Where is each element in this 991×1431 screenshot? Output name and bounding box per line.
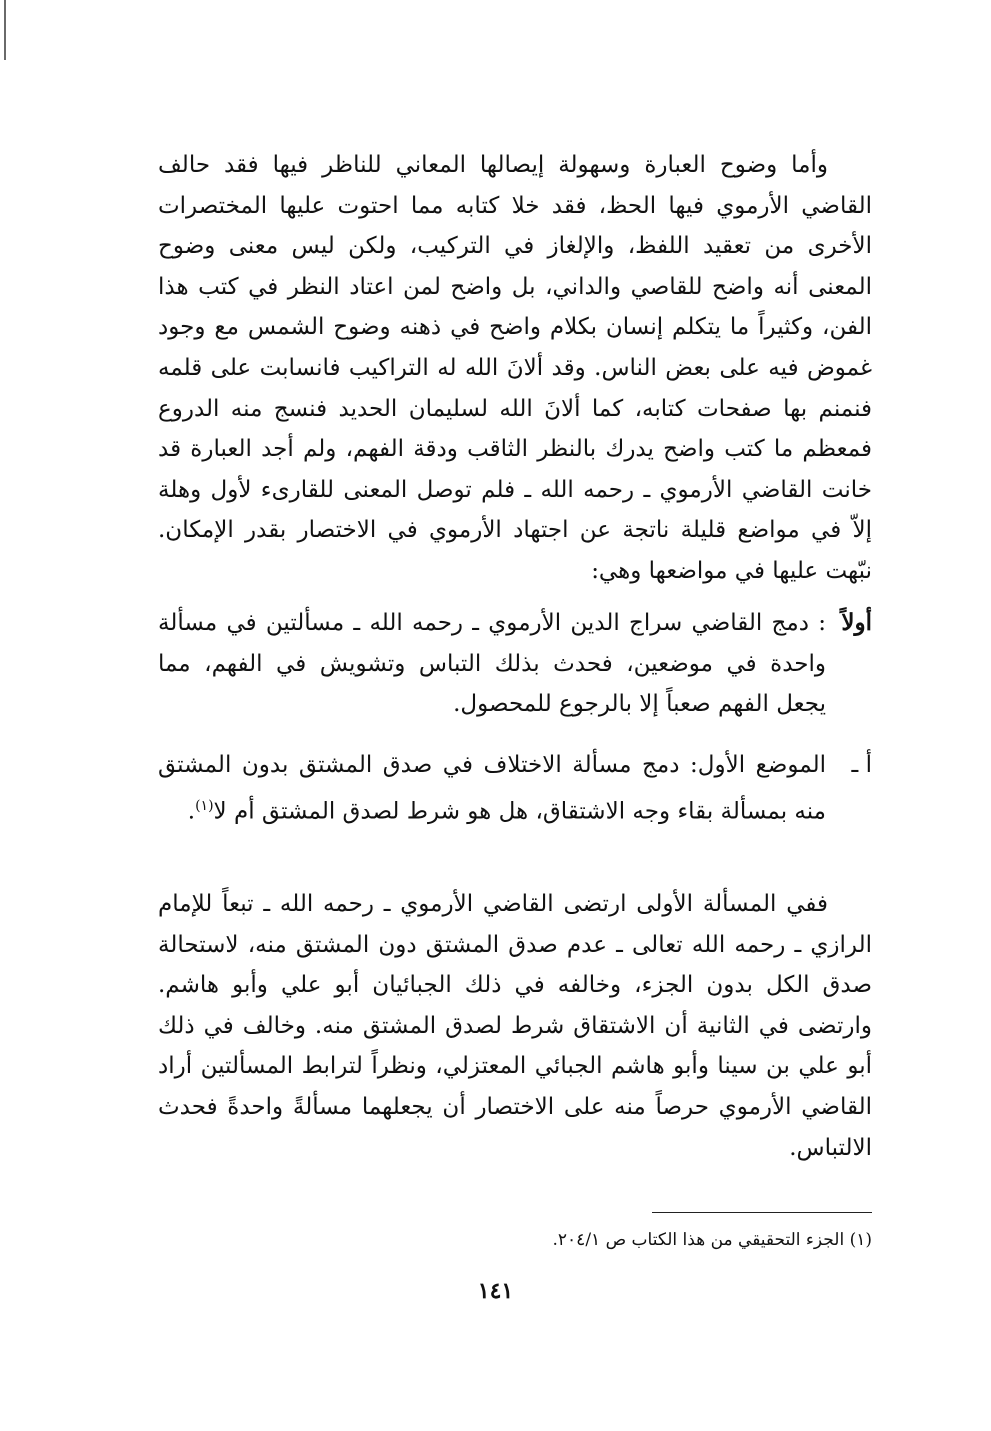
explanation-paragraph: ففي المسألة الأولى ارتضى القاضي الأرموي ـ رحمه الله ـ تبعاً للإمام الرازي ـ رحمه الله تعالى ـ عدم صدق المشتق دون المشتق منه، لاستحالة صدق الكل بدون الجزء، وخالفه في ذلك الجبائيان أبو علي وأبو هاشم. وارتضى في الثانية أن الاشتقاق شرط لصدق المشتق منه. وخالف في ذلك أبو علي بن سينا وأبو هاشم الجبائي المعتزلي، ونظراً لترابط المسألتين أراد القاضي الأرموي حرصاً منه على الاختصار أن يجعلهما مسألةً واحدةً فحدث الالتباس. [158, 891, 872, 1161]
footnote-separator [652, 1212, 872, 1213]
footnote-reference[interactable]: (١) [195, 797, 214, 814]
item-text-first: : دمج القاضي سراج الدين الأرموي ـ رحمه الله ـ مسألتين في مسألة واحدة في موضعين، فحدث بذلك التباس وتشويش في الفهم، مما يجعل الفهم صعباً إلا بالرجوع للمحصول. [158, 610, 826, 718]
item-marker-first: أولاً [841, 609, 872, 636]
intro-paragraph: وأما وضوح العبارة وسهولة إيصالها المعاني للناظر فيها فقد حالف القاضي الأرموي فيها الحظ، فقد خلا كتابه مما احتوت عليها المختصرات الأخرى من تعقيد اللفظ، والإلغاز في التركيب، ولكن ليس معنى وضوح المعنى أنه واضح للقاصي والداني، بل واضح لمن اعتاد النظر في كتب هذا الفن، وكثيراً ما يتكلم إنسان بكلام واضح في ذهنه وضوح الشمس مع وجود غموض فيه على بعض الناس. وقد ألانَ الله له التراكيب فانسابت على قلمه فنمنم بها صفحات كتابه، كما ألانَ الله لسليمان الحديد فنسج منه الدروع فمعظم ما كتب واضح يدرك بالنظر الثاقب ودقة الفهم، ولم أجد العبارة قد خانت القاضي الأرموي ـ رحمه الله ـ فلم توصل المعنى للقارىء لأول وهلة إلاّ في مواضع قليلة ناتجة عن اجتهاد الأرموي في الاختصار بقدر الإمكان. نبّهت عليها في مواضعها وهي: [158, 152, 873, 584]
list-item-first [158, 603, 872, 725]
page-edge-line [4, 0, 6, 60]
item-content-alef [158, 745, 826, 832]
page-number: ١٤١ [477, 1278, 514, 1304]
footnote: (١) الجزء التحقيقي من هذا الكتاب ص ٢٠٤/١. [552, 1230, 872, 1250]
item-text-alef: الموضع الأول: دمج مسألة الاختلاف في صدق المشتق بدون المشتق منه بمسألة بقاء وجه الاشتقاق، هل هو شرط لصدق المشتق أم لا [158, 752, 826, 825]
list-item-alef [158, 745, 872, 832]
item-text-end: . [187, 798, 196, 825]
item-marker-alef: أ ـ [851, 752, 872, 778]
